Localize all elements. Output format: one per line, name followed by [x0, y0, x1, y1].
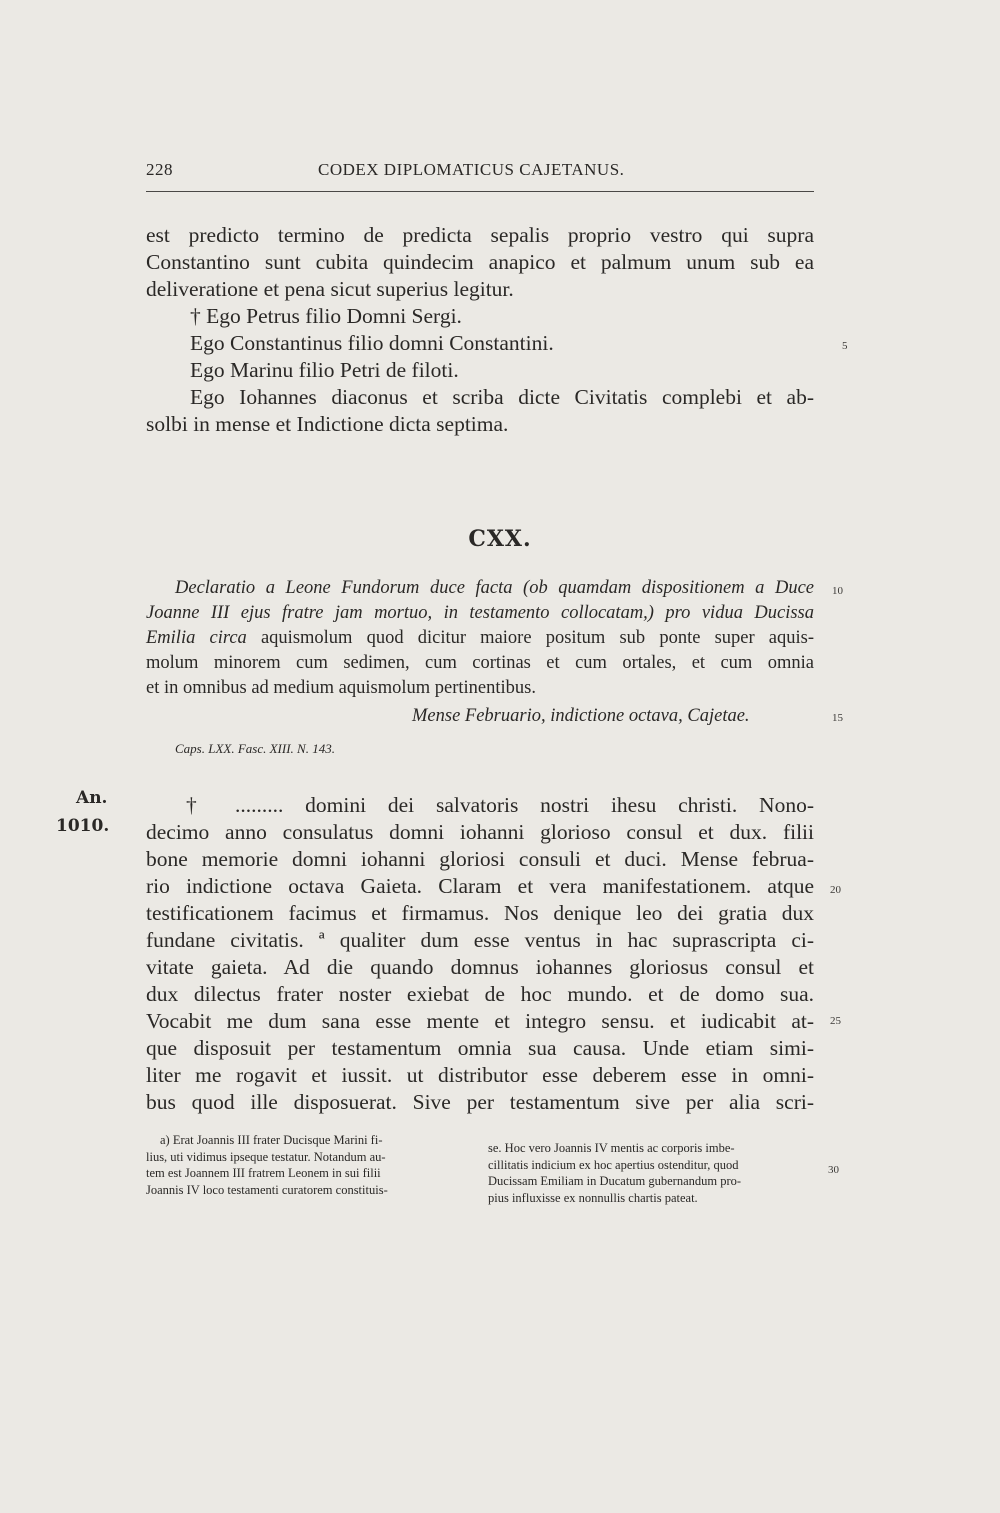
year-value: 1010.	[56, 816, 110, 836]
regest-line: molum minorem cum sedimen, cum cortinas et cum ortales, et cum omnia	[146, 653, 814, 673]
line-number: 30	[828, 1164, 839, 1176]
year-label: An.	[76, 788, 108, 808]
text-line: deliveratione et pena sicut superius legitur.	[146, 277, 514, 301]
text-line: Constantino sunt cubita quindecim anapico et palmum unum sub ea	[146, 250, 814, 274]
body-line: rio indictione octava Gaieta. Claram et vera manifestationem. atque	[146, 874, 814, 898]
signature-line: Ego Constantinus filio domni Constantini.	[190, 331, 554, 355]
signature-line: Ego Iohannes diaconus et scriba dicte Civitatis complebi et ab-	[190, 385, 814, 409]
regest-line: et in omnibus ad medium aquismolum pertinentibus.	[146, 678, 536, 698]
body-line: decimo anno consulatus domni iohanni glorioso consul et dux. filii	[146, 820, 814, 844]
body-line: que disposuit per testamentum omnia sua causa. Unde etiam simi-	[146, 1036, 814, 1060]
body-line: bus quod ille disposuerat. Sive per testamentum sive per alia scri-	[146, 1090, 814, 1114]
footnote-line: pius influxisse ex nonnullis chartis pateat.	[488, 1190, 698, 1205]
body-line: liter me rogavit et iussit. ut distributor esse deberem esse in omni-	[146, 1063, 814, 1087]
line-number: 15	[832, 712, 843, 724]
body-line: fundane civitatis. ª qualiter dum esse ventus in hac suprascripta ci-	[146, 928, 814, 952]
date-line: Mense Februario, indictione octava, Cajetae.	[412, 706, 750, 726]
footnote-left	[146, 1132, 388, 1198]
regest-roman-part: aquismolum quod dicitur maiore positum sub ponte super aquis-	[246, 628, 815, 648]
page-number: 228	[146, 160, 173, 179]
footnote-line: Joannis IV loco testamenti curatorem constituis-	[146, 1182, 388, 1197]
footnote-line: cillitatis indicium ex hoc apertius ostenditur, quod	[488, 1157, 739, 1172]
line-number: 25	[830, 1015, 841, 1027]
archive-reference: Caps. LXX. Fasc. XIII. N. 143.	[175, 741, 335, 756]
line-number: 10	[832, 585, 843, 597]
footnote-line: se. Hoc vero Joannis IV mentis ac corporis imbe-	[488, 1141, 735, 1155]
page-header	[146, 160, 814, 186]
footnote-line: tem est Joannem III fratrem Leonem in sui filii	[146, 1166, 381, 1180]
running-title: CODEX DIPLOMATICUS CAJETANUS.	[318, 160, 625, 179]
body-line: dux dilectus frater noster exiebat de hoc mundo. et de domo sua.	[146, 982, 814, 1006]
header-rule	[146, 191, 814, 192]
signature-line: † Ego Petrus filio Domni Sergi.	[190, 304, 462, 328]
regest-line: Joanne III ejus fratre jam mortuo, in testamento collocatam,) pro vidua Ducissa	[146, 603, 814, 623]
regest-line	[146, 626, 814, 651]
line-number: 5	[842, 340, 848, 352]
body-line: testificationem facimus et firmamus. Nos denique leo dei gratia dux	[146, 901, 814, 925]
footnote-right	[488, 1140, 741, 1206]
signature-line: Ego Marinu filio Petri de filoti.	[190, 358, 459, 382]
footnote-line: Ducissam Emiliam in Ducatum gubernandum pro-	[488, 1174, 742, 1188]
document-number: CXX.	[468, 526, 532, 552]
body-line: bone memorie domni iohanni gloriosi consuli et duci. Mense februa-	[146, 847, 814, 871]
text-line: solbi in mense et Indictione dicta septima.	[146, 412, 509, 436]
regest-italic-part: Emilia circa	[146, 628, 247, 648]
body-line: Vocabit me dum sana esse mente et integro sensu. et iudicabit at-	[146, 1009, 814, 1033]
body-line: vitate gaieta. Ad die quando domnus iohannes gloriosus consul et	[146, 955, 814, 979]
footnote-line: lius, uti vidimus ipseque testatur. Notandum au-	[146, 1149, 386, 1164]
text-line: est predicto termino de predicta sepalis proprio vestro qui supra	[146, 223, 814, 247]
line-number: 20	[830, 884, 841, 896]
footnote-line: a) Erat Joannis III frater Ducisque Marini fi-	[160, 1133, 383, 1147]
regest-line: Declaratio a Leone Fundorum duce facta (ob quamdam dispositionem a Duce	[175, 578, 814, 598]
body-line: † ......... domini dei salvatoris nostri ihesu christi. Nono-	[186, 793, 814, 817]
